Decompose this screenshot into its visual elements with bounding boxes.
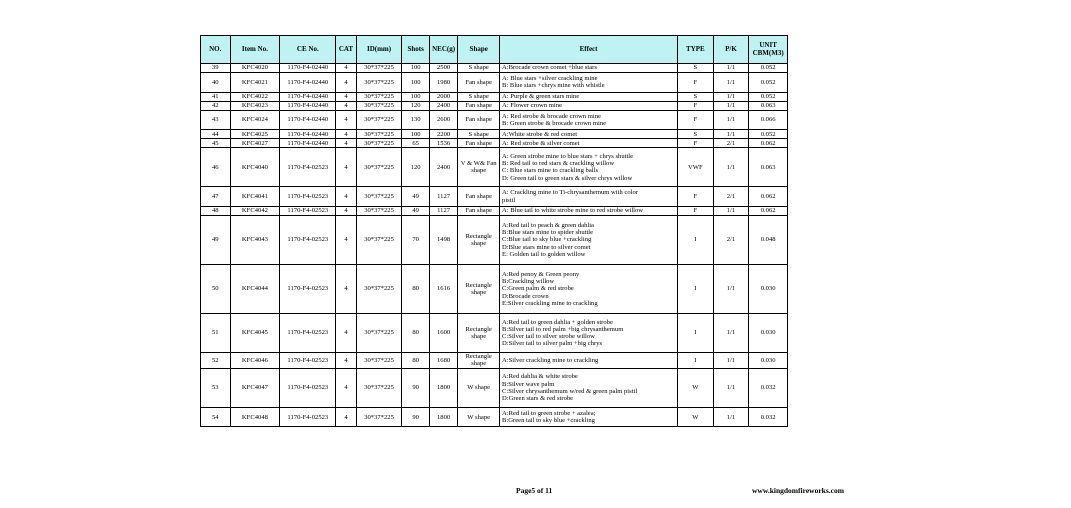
shape-label: Rectangle shape xyxy=(465,353,492,368)
row-type: S xyxy=(678,92,714,101)
row-item-no: KFC4024 xyxy=(230,110,280,130)
row-shots: 90 xyxy=(402,407,429,427)
effect-line: B:Crackling willow xyxy=(502,278,555,286)
table-row xyxy=(201,206,788,215)
row-no: 52 xyxy=(201,353,231,369)
row-nec: 2000 xyxy=(429,92,457,101)
row-pk: 1/1 xyxy=(713,64,749,73)
page-number: Page5 of 11 xyxy=(516,486,553,495)
row-cbm: 0.032 xyxy=(749,407,788,427)
row-cat: 4 xyxy=(336,110,356,130)
table-row xyxy=(201,130,788,139)
shape-label: Fan shape xyxy=(465,101,492,109)
row-shots: 65 xyxy=(402,139,429,148)
shape-label: V & W& Fan shape xyxy=(460,160,497,175)
row-shape xyxy=(458,101,500,110)
effect-line: A: Red strobe & silver comet xyxy=(502,139,580,147)
row-cat: 4 xyxy=(336,215,356,264)
row-no: 53 xyxy=(201,368,231,407)
row-id: 30*37*225 xyxy=(356,215,402,264)
row-item-no: KFC4020 xyxy=(230,64,280,73)
row-cat: 4 xyxy=(336,206,356,215)
row-id: 30*37*225 xyxy=(356,148,402,187)
effect-line: A: Blue tail to white strobe mine to red strobe willow xyxy=(502,207,644,215)
effect-line: A:Red tail to green dahlia + golden strobe xyxy=(502,318,613,326)
row-item-no: KFC4044 xyxy=(230,264,280,313)
row-shots: 80 xyxy=(402,353,429,369)
row-nec: 1800 xyxy=(429,368,457,407)
row-effect xyxy=(500,73,678,93)
col-ce-no: CE No. xyxy=(280,36,336,64)
row-ce-no: 1170-F4-02523 xyxy=(280,187,336,207)
row-nec: 2600 xyxy=(429,110,457,130)
row-type: F xyxy=(678,187,714,207)
row-no: 48 xyxy=(201,206,231,215)
effect-line: B: Red tail to red stars & crackling willow xyxy=(502,160,615,168)
row-item-no: KFC4040 xyxy=(230,148,280,187)
row-item-no: KFC4047 xyxy=(230,368,280,407)
effect-line: C:Silver tail to silver strobe willow xyxy=(502,333,595,341)
effect-line: B:Green tail to sky blue +crackling xyxy=(502,417,595,425)
effect-line: B: Blue stars +chrys mine with whistle xyxy=(502,82,605,90)
row-shape xyxy=(458,206,500,215)
row-ce-no: 1170-F4-02440 xyxy=(280,130,336,139)
row-type: S xyxy=(678,130,714,139)
table-row xyxy=(201,353,788,369)
row-nec: 1536 xyxy=(429,139,457,148)
effect-line: A: Red strobe & brocade crown mine xyxy=(502,112,601,120)
row-cbm: 0.063 xyxy=(749,101,788,110)
effect-line: A: Flower crown mine xyxy=(502,101,562,109)
table-row xyxy=(201,368,788,407)
row-item-no: KFC4046 xyxy=(230,353,280,369)
effect-line: D:Blue stars mine to silver comet xyxy=(502,243,591,251)
row-shots: 90 xyxy=(402,368,429,407)
row-item-no: KFC4025 xyxy=(230,130,280,139)
effect-line: A:White strobe & red comet xyxy=(502,130,578,138)
row-nec: 1127 xyxy=(429,187,457,207)
row-shots: 49 xyxy=(402,187,429,207)
row-cat: 4 xyxy=(336,264,356,313)
row-nec: 1680 xyxy=(429,353,457,369)
row-ce-no: 1170-F4-02523 xyxy=(280,313,336,352)
row-item-no: KFC4048 xyxy=(230,407,280,427)
effect-line: E:Silver crackling mine to crackling xyxy=(502,299,598,307)
effect-line: A: Green strobe mine to blue stars + chrys shuttle xyxy=(502,152,634,160)
row-cbm: 0.062 xyxy=(749,187,788,207)
row-type: I xyxy=(678,215,714,264)
col-shape: Shape xyxy=(458,36,500,64)
row-cbm: 0.052 xyxy=(749,73,788,93)
row-no: 40 xyxy=(201,73,231,93)
shape-label: Rectangle shape xyxy=(465,281,492,296)
shape-label: S shape xyxy=(468,92,489,100)
row-pk: 1/1 xyxy=(713,368,749,407)
effect-line: B:Silver tail to red palm +big chrysanthemum xyxy=(502,325,624,333)
table-row xyxy=(201,73,788,93)
row-id: 30*37*225 xyxy=(356,92,402,101)
row-id: 30*37*225 xyxy=(356,130,402,139)
row-id: 30*37*225 xyxy=(356,187,402,207)
row-no: 50 xyxy=(201,264,231,313)
row-id: 30*37*225 xyxy=(356,353,402,369)
row-effect xyxy=(500,148,678,187)
row-cat: 4 xyxy=(336,313,356,352)
effect-line: pistil xyxy=(502,196,516,204)
table-row xyxy=(201,407,788,427)
row-no: 49 xyxy=(201,215,231,264)
table-row xyxy=(201,64,788,73)
effect-line: A:Brocade crown comet +blue stars xyxy=(502,64,597,72)
row-nec: 2400 xyxy=(429,148,457,187)
shape-label: Rectangle shape xyxy=(465,325,492,341)
row-effect xyxy=(500,92,678,101)
row-effect xyxy=(500,187,678,207)
row-item-no: KFC4023 xyxy=(230,101,280,110)
row-pk: 1/1 xyxy=(713,110,749,130)
row-cat: 4 xyxy=(336,101,356,110)
effect-line: A: Purple & green stars mine xyxy=(502,92,580,100)
row-no: 46 xyxy=(201,148,231,187)
table-row xyxy=(201,101,788,110)
table-row xyxy=(201,92,788,101)
row-id: 30*37*225 xyxy=(356,73,402,93)
row-pk: 1/1 xyxy=(713,101,749,110)
row-effect xyxy=(500,368,678,407)
effect-line: D:Green stars & red strobe xyxy=(502,395,574,402)
effect-line: E: Golden tail to golden willow xyxy=(502,250,586,258)
row-item-no: KFC4021 xyxy=(230,73,280,93)
shape-label: Fan shape xyxy=(465,139,492,147)
shape-label: Fan shape xyxy=(465,78,492,86)
col-nec: NEC(g) xyxy=(429,36,457,64)
row-nec: 1600 xyxy=(429,313,457,352)
effect-line: A:Red penoy & Green peony xyxy=(502,270,580,278)
row-item-no: KFC4041 xyxy=(230,187,280,207)
row-id: 30*37*225 xyxy=(356,139,402,148)
row-id: 30*37*225 xyxy=(356,64,402,73)
row-nec: 1616 xyxy=(429,264,457,313)
col-cat: CAT xyxy=(336,36,356,64)
effect-line: A:Red tail to peach & green dahlia xyxy=(502,221,594,229)
table-body xyxy=(201,64,788,427)
row-shots: 100 xyxy=(402,64,429,73)
row-ce-no: 1170-F4-02440 xyxy=(280,139,336,148)
row-pk: 1/1 xyxy=(713,92,749,101)
row-cbm: 0.032 xyxy=(749,368,788,407)
effect-line: B:Blue stars mine to spider shuttle xyxy=(502,229,594,237)
row-pk: 1/1 xyxy=(713,130,749,139)
row-no: 41 xyxy=(201,92,231,101)
row-nec: 1127 xyxy=(429,206,457,215)
row-effect xyxy=(500,110,678,130)
row-pk: 1/1 xyxy=(713,353,749,369)
row-effect xyxy=(500,215,678,264)
row-item-no: KFC4042 xyxy=(230,206,280,215)
effect-line: A: Crackling mine to Ti-chrysanthemum with color xyxy=(502,189,638,197)
row-ce-no: 1170-F4-02523 xyxy=(280,353,336,369)
row-shape xyxy=(458,139,500,148)
row-pk: 2/1 xyxy=(713,139,749,148)
row-shape xyxy=(458,215,500,264)
row-no: 39 xyxy=(201,64,231,73)
row-effect xyxy=(500,64,678,73)
row-cat: 4 xyxy=(336,407,356,427)
row-effect xyxy=(500,101,678,110)
row-cat: 4 xyxy=(336,148,356,187)
row-cbm: 0.062 xyxy=(749,206,788,215)
row-shots: 80 xyxy=(402,264,429,313)
row-shots: 70 xyxy=(402,215,429,264)
row-cat: 4 xyxy=(336,139,356,148)
row-id: 30*37*225 xyxy=(356,206,402,215)
effect-line: B:Silver wave palm xyxy=(502,380,555,388)
row-pk: 1/1 xyxy=(713,73,749,93)
row-pk: 2/1 xyxy=(713,187,749,207)
row-pk: 1/1 xyxy=(713,206,749,215)
row-nec: 2200 xyxy=(429,130,457,139)
effect-line: C:Silver chrysanthemum w/red & green palm pistil xyxy=(502,387,638,395)
table-row xyxy=(201,313,788,352)
col-pk: P/K xyxy=(713,36,749,64)
effect-line: B: Green strobe & brocade crown mine xyxy=(502,119,607,127)
effect-line: D:Silver tail to silver palm +big chrys xyxy=(502,340,603,348)
row-pk: 2/1 xyxy=(713,215,749,264)
col-type: TYPE xyxy=(678,36,714,64)
row-item-no: KFC4045 xyxy=(230,313,280,352)
row-ce-no: 1170-F4-02523 xyxy=(280,148,336,187)
row-type: I xyxy=(678,264,714,313)
row-ce-no: 1170-F4-02440 xyxy=(280,73,336,93)
row-ce-no: 1170-F4-02523 xyxy=(280,368,336,407)
row-id: 30*37*225 xyxy=(356,368,402,407)
row-effect xyxy=(500,353,678,369)
row-type: F xyxy=(678,206,714,215)
row-item-no: KFC4027 xyxy=(230,139,280,148)
row-pk: 1/1 xyxy=(713,148,749,187)
row-effect xyxy=(500,407,678,427)
product-table xyxy=(200,35,788,427)
row-cat: 4 xyxy=(336,130,356,139)
row-shots: 130 xyxy=(402,110,429,130)
row-cbm: 0.052 xyxy=(749,92,788,101)
row-no: 51 xyxy=(201,313,231,352)
row-pk: 1/1 xyxy=(713,264,749,313)
table-row xyxy=(201,187,788,207)
row-shape xyxy=(458,110,500,130)
row-ce-no: 1170-F4-02440 xyxy=(280,64,336,73)
col-no: NO. xyxy=(201,36,231,64)
row-no: 43 xyxy=(201,110,231,130)
row-type: W xyxy=(678,407,714,427)
row-cat: 4 xyxy=(336,73,356,93)
row-ce-no: 1170-F4-02523 xyxy=(280,264,336,313)
row-shots: 100 xyxy=(402,130,429,139)
row-item-no: KFC4022 xyxy=(230,92,280,101)
table-row xyxy=(201,139,788,148)
shape-label: Fan shape xyxy=(465,207,492,215)
table-row xyxy=(201,110,788,130)
shape-label: S shape xyxy=(468,130,489,138)
row-type: S xyxy=(678,64,714,73)
row-type: F xyxy=(678,101,714,110)
row-ce-no: 1170-F4-02523 xyxy=(280,206,336,215)
row-ce-no: 1170-F4-02440 xyxy=(280,110,336,130)
row-effect xyxy=(500,206,678,215)
row-cat: 4 xyxy=(336,92,356,101)
row-type: F xyxy=(678,110,714,130)
row-cbm: 0.048 xyxy=(749,215,788,264)
row-cbm: 0.030 xyxy=(749,353,788,369)
row-cbm: 0.063 xyxy=(749,148,788,187)
row-type: VWF xyxy=(678,148,714,187)
effect-line: A:Red dahlia & white strobe xyxy=(502,373,578,381)
row-nec: 2400 xyxy=(429,101,457,110)
col-shots: Shots xyxy=(402,36,429,64)
row-no: 45 xyxy=(201,139,231,148)
row-cbm: 0.052 xyxy=(749,130,788,139)
row-effect xyxy=(500,313,678,352)
table-row xyxy=(201,148,788,187)
row-shape xyxy=(458,264,500,313)
row-ce-no: 1170-F4-02523 xyxy=(280,215,336,264)
row-shape xyxy=(458,368,500,407)
effect-line: A:Silver crackling mine to crackling xyxy=(502,356,599,364)
row-shots: 120 xyxy=(402,148,429,187)
table-row xyxy=(201,215,788,264)
row-item-no: KFC4043 xyxy=(230,215,280,264)
row-ce-no: 1170-F4-02440 xyxy=(280,92,336,101)
table-row xyxy=(201,264,788,313)
row-cat: 4 xyxy=(336,368,356,407)
row-id: 30*37*225 xyxy=(356,101,402,110)
row-shape xyxy=(458,148,500,187)
table-header xyxy=(201,36,788,64)
col-effect: Effect xyxy=(500,36,678,64)
website-url: www.kingdomfireworks.com xyxy=(752,486,844,495)
row-effect xyxy=(500,139,678,148)
row-type: I xyxy=(678,353,714,369)
row-shape xyxy=(458,92,500,101)
row-pk: 1/1 xyxy=(713,407,749,427)
row-shape xyxy=(458,407,500,427)
effect-line: C: Blue stars mine to crackling balls xyxy=(502,167,599,175)
row-cbm: 0.030 xyxy=(749,264,788,313)
row-shape xyxy=(458,73,500,93)
row-shape xyxy=(458,130,500,139)
col-id: ID(mm) xyxy=(356,36,402,64)
row-nec: 1980 xyxy=(429,73,457,93)
row-id: 30*37*225 xyxy=(356,407,402,427)
shape-label: W shape xyxy=(467,384,491,392)
row-id: 30*37*225 xyxy=(356,110,402,130)
row-nec: 1800 xyxy=(429,407,457,427)
row-nec: 1498 xyxy=(429,215,457,264)
effect-line: A: Blue stars +silver crackling mine xyxy=(502,75,598,83)
row-id: 30*37*225 xyxy=(356,264,402,313)
col-item-no: Item No. xyxy=(230,36,280,64)
effect-line: C:Blue tail to sky blue +crackling xyxy=(502,236,592,244)
row-shape xyxy=(458,353,500,369)
row-cat: 4 xyxy=(336,64,356,73)
row-cbm: 0.052 xyxy=(749,64,788,73)
effect-line: D: Green tail to green stars & silver chrys willow xyxy=(502,174,633,182)
shape-label: W shape xyxy=(467,413,491,421)
row-no: 44 xyxy=(201,130,231,139)
row-id: 30*37*225 xyxy=(356,313,402,352)
row-cbm: 0.030 xyxy=(749,313,788,352)
row-type: F xyxy=(678,73,714,93)
row-no: 54 xyxy=(201,407,231,427)
shape-label: Rectangle shape xyxy=(465,232,492,247)
effect-line: D:Brocade crown xyxy=(502,292,549,300)
row-shape xyxy=(458,64,500,73)
shape-label: Fan shape xyxy=(465,193,492,201)
row-shots: 49 xyxy=(402,206,429,215)
row-cat: 4 xyxy=(336,187,356,207)
row-shots: 100 xyxy=(402,73,429,93)
row-shots: 120 xyxy=(402,101,429,110)
row-no: 42 xyxy=(201,101,231,110)
row-shots: 80 xyxy=(402,313,429,352)
effect-line: A:Red tail to green strobe + azalea; xyxy=(502,409,596,417)
shape-label: S shape xyxy=(468,64,489,72)
row-type: F xyxy=(678,139,714,148)
row-nec: 2500 xyxy=(429,64,457,73)
row-ce-no: 1170-F4-02440 xyxy=(280,101,336,110)
shape-label: Fan shape xyxy=(465,116,492,124)
row-shape xyxy=(458,313,500,352)
row-type: I xyxy=(678,313,714,352)
col-unit-cbm: UNIT CBM(M3) xyxy=(749,36,788,64)
row-cat: 4 xyxy=(336,353,356,369)
row-ce-no: 1170-F4-02523 xyxy=(280,407,336,427)
row-type: W xyxy=(678,368,714,407)
row-shots: 100 xyxy=(402,92,429,101)
row-cbm: 0.062 xyxy=(749,139,788,148)
row-cbm: 0.066 xyxy=(749,110,788,130)
row-shape xyxy=(458,187,500,207)
row-pk: 1/1 xyxy=(713,313,749,352)
effect-line: C:Green palm & red strobe xyxy=(502,285,574,293)
row-effect xyxy=(500,264,678,313)
row-effect xyxy=(500,130,678,139)
row-no: 47 xyxy=(201,187,231,207)
